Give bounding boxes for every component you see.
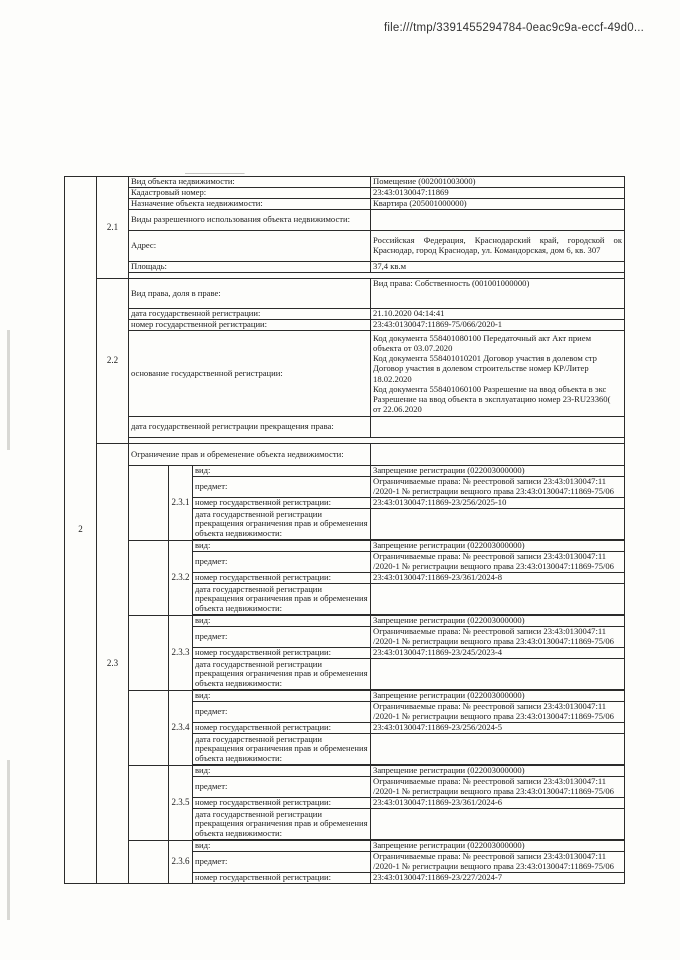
item-number: 2.3.6 bbox=[169, 841, 193, 884]
row-label: предмет: bbox=[193, 702, 371, 723]
row-label: вид: bbox=[193, 766, 371, 777]
row-label: вид: bbox=[193, 616, 371, 627]
row-label: дата государственной регистрации прекращения ограничения прав и обременения объекта недвижимости: bbox=[193, 659, 371, 690]
table-row bbox=[65, 766, 625, 777]
row-label: дата государственной регистрации прекращения ограничения прав и обременения объекта недвижимости: bbox=[193, 809, 371, 840]
row-label: вид: bbox=[193, 691, 371, 702]
kind-value: Запрещение регистрации (022003000000) bbox=[371, 616, 625, 627]
scan-edge-mark bbox=[7, 330, 10, 450]
registration-basis-value bbox=[371, 331, 625, 417]
row-label: Назначение объекта недвижимости: bbox=[129, 199, 371, 210]
table-row bbox=[65, 444, 625, 466]
regnum-value: 23:43:0130047:11869-23/256/2025-10 bbox=[371, 498, 625, 509]
regnum-value: 23:43:0130047:11869-23/256/2024-5 bbox=[371, 723, 625, 734]
item-number: 2.3.1 bbox=[169, 466, 193, 541]
row-label: вид: bbox=[193, 841, 371, 852]
termination-value bbox=[371, 417, 625, 438]
row-label: Кадастровый номер: bbox=[129, 188, 371, 199]
basis-line: от 22.06.2020 bbox=[373, 404, 422, 415]
row-label: номер государственной регистрации: bbox=[193, 573, 371, 584]
address-value: Российская Федерация, Краснодарский край, городской ок Краснодар, город Краснодар, ул. Командорская, дом 6, кв. 307 bbox=[371, 231, 625, 262]
row-label: номер государственной регистрации: bbox=[193, 648, 371, 659]
row-label: предмет: bbox=[193, 552, 371, 573]
row-label: предмет: bbox=[193, 627, 371, 648]
row-label: Вид права, доля в праве: bbox=[129, 279, 371, 309]
row-label: предмет: bbox=[193, 777, 371, 798]
row-label: номер государственной регистрации: bbox=[193, 873, 371, 884]
section-number: 2 bbox=[65, 177, 97, 884]
row-label: номер государственной регистрации: bbox=[193, 498, 371, 509]
termination-value bbox=[371, 659, 625, 690]
clipped-previous-row: ——————— bbox=[185, 168, 245, 174]
kind-value: Запрещение регистрации (022003000000) bbox=[371, 841, 625, 852]
table-row bbox=[65, 188, 625, 199]
basis-line: Код документа 558401060100 Разрешение на ввод объекта в экс bbox=[373, 383, 607, 394]
subject-value: Ограничиваемые права: № реестровой записи 23:43:0130047:11 /2020-1 № регистрации вещного права 23:43:0130047:11869-75/06 bbox=[371, 627, 625, 648]
regnum-value: 23:43:0130047:11869-23/361/2024-6 bbox=[371, 798, 625, 809]
kind-value: Запрещение регистрации (022003000000) bbox=[371, 766, 625, 777]
table-row bbox=[65, 616, 625, 627]
table-row bbox=[65, 231, 625, 262]
subject-value: Ограничиваемые права: № реестровой записи 23:43:0130047:11 /2020-1 № регистрации вещного права 23:43:0130047:11869-75/06 bbox=[371, 477, 625, 498]
termination-value bbox=[371, 809, 625, 840]
table-row bbox=[65, 199, 625, 210]
row-label: предмет: bbox=[193, 477, 371, 498]
right-type-value: Вид права: Собственность (001001000000) bbox=[371, 279, 625, 309]
subject-value: Ограничиваемые права: № реестровой записи 23:43:0130047:11 /2020-1 № регистрации вещного права 23:43:0130047:11869-75/06 bbox=[371, 702, 625, 723]
item-number: 2.3.5 bbox=[169, 766, 193, 841]
row-label: номер государственной регистрации: bbox=[193, 723, 371, 734]
row-label: основание государственной регистрации: bbox=[129, 331, 371, 417]
registration-number-value: 23:43:0130047:11869-75/066/2020-1 bbox=[371, 320, 625, 331]
table-row bbox=[65, 541, 625, 552]
row-label: предмет: bbox=[193, 852, 371, 873]
table-row bbox=[65, 177, 625, 188]
basis-line: 18.02.2020 bbox=[373, 373, 412, 384]
object-section-number: 2.1 bbox=[97, 177, 129, 279]
rights-section-number: 2.2 bbox=[97, 279, 129, 444]
kind-value: Запрещение регистрации (022003000000) bbox=[371, 691, 625, 702]
row-label: Адрес: bbox=[129, 231, 371, 262]
regnum-value: 23:43:0130047:11869-23/245/2023-4 bbox=[371, 648, 625, 659]
table-row bbox=[65, 210, 625, 231]
row-label: вид: bbox=[193, 466, 371, 477]
row-value: 23:43:0130047:11869 bbox=[371, 188, 625, 199]
basis-line: Договор участия в долевом строительстве номер КР/Литер bbox=[373, 363, 589, 374]
table-row bbox=[65, 691, 625, 702]
row-value bbox=[371, 210, 625, 231]
row-label: номер государственной регистрации: bbox=[129, 320, 371, 331]
table-row bbox=[65, 320, 625, 331]
row-value: Квартира (205001000000) bbox=[371, 199, 625, 210]
subject-value: Ограничиваемые права: № реестровой записи 23:43:0130047:11 /2020-1 № регистрации вещного права 23:43:0130047:11869-75/06 bbox=[371, 552, 625, 573]
row-label: дата государственной регистрации прекращения ограничения прав и обременения объекта недвижимости: bbox=[193, 584, 371, 615]
basis-line: Код документа 558401080100 Передаточный акт Акт прием bbox=[373, 332, 592, 343]
item-number: 2.3.2 bbox=[169, 541, 193, 616]
table-row bbox=[65, 279, 625, 309]
encumbrance-section-number: 2.3 bbox=[97, 444, 129, 884]
subject-value: Ограничиваемые права: № реестровой записи 23:43:0130047:11 /2020-1 № регистрации вещного права 23:43:0130047:11869-75/06 bbox=[371, 852, 625, 873]
table-row bbox=[65, 841, 625, 852]
row-value: 37,4 кв.м bbox=[371, 262, 625, 273]
basis-line: Код документа 558401010201 Договор участия в долевом стр bbox=[373, 353, 597, 364]
row-label: дата государственной регистрации прекращения ограничения прав и обременения объекта недвижимости: bbox=[193, 509, 371, 540]
regnum-value: 23:43:0130047:11869-23/361/2024-8 bbox=[371, 573, 625, 584]
termination-value bbox=[371, 509, 625, 540]
file-path-header: file:///tmp/3391455294784-0eac9c9a-eccf-49d0... bbox=[384, 22, 645, 34]
row-label: дата государственной регистрации прекращения ограничения прав и обременения объекта недвижимости: bbox=[193, 734, 371, 765]
scan-edge-mark bbox=[7, 760, 10, 920]
encumbrance-title: Ограничение прав и обременение объекта недвижимости: bbox=[129, 444, 371, 466]
row-label: дата государственной регистрации: bbox=[129, 309, 371, 320]
subject-value: Ограничиваемые права: № реестровой записи 23:43:0130047:11 /2020-1 № регистрации вещного права 23:43:0130047:11869-75/06 bbox=[371, 777, 625, 798]
termination-value bbox=[371, 734, 625, 765]
regnum-value: 23:43:0130047:11869-23/227/2024-7 bbox=[371, 873, 625, 884]
row-label: Виды разрешенного использования объекта недвижимости: bbox=[129, 210, 371, 231]
table-row bbox=[65, 466, 625, 477]
table-row bbox=[65, 309, 625, 320]
table-row bbox=[65, 331, 625, 417]
table-row bbox=[65, 262, 625, 273]
row-label: Площадь: bbox=[129, 262, 371, 273]
item-number: 2.3.4 bbox=[169, 691, 193, 766]
basis-line: Разрешение на ввод объекта в эксплуатацию номер 23-RU23360( bbox=[373, 393, 611, 404]
termination-value bbox=[371, 584, 625, 615]
kind-value: Запрещение регистрации (022003000000) bbox=[371, 466, 625, 477]
registration-date-value: 21.10.2020 04:14:41 bbox=[371, 309, 625, 320]
registry-extract-table bbox=[64, 176, 625, 884]
basis-line: объекта от 03.07.2020 bbox=[373, 342, 453, 353]
row-label: дата государственной регистрации прекращения права: bbox=[129, 417, 371, 438]
row-label: вид: bbox=[193, 541, 371, 552]
row-label: Вид объекта недвижимости: bbox=[129, 177, 371, 188]
kind-value: Запрещение регистрации (022003000000) bbox=[371, 541, 625, 552]
table-row bbox=[65, 417, 625, 438]
row-value: Помещение (002001003000) bbox=[371, 177, 625, 188]
row-label: номер государственной регистрации: bbox=[193, 798, 371, 809]
item-number: 2.3.3 bbox=[169, 616, 193, 691]
